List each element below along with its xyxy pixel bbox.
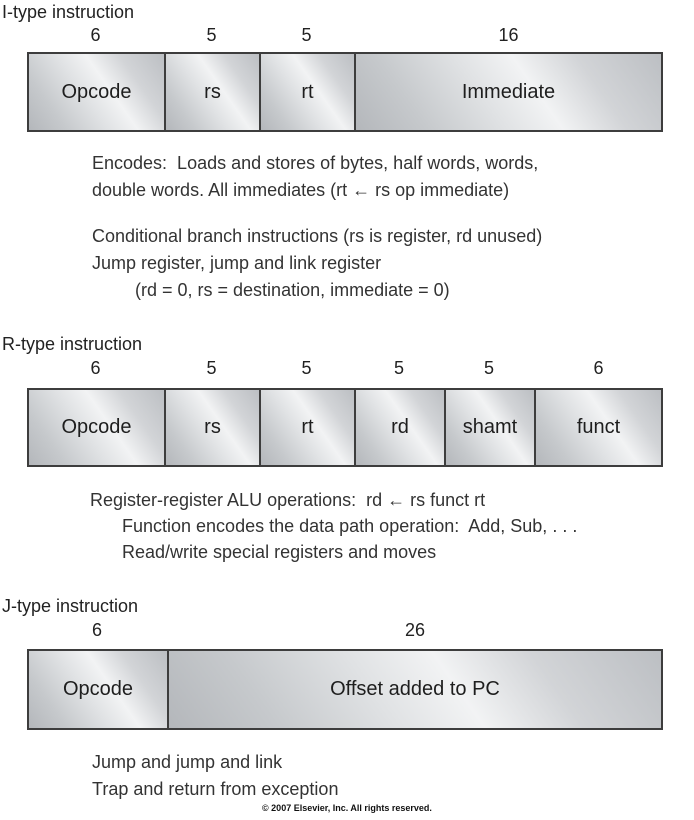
field-box-funct [536, 390, 661, 465]
bit-width-label: 6 [90, 24, 101, 45]
r-type-bit-width-row [27, 357, 663, 379]
j-type-format-row [27, 649, 663, 730]
field-box-rs [166, 390, 261, 465]
field-label: rt [301, 80, 314, 103]
note-line: double words. All immediates (rt ← rs op immediate) [92, 180, 510, 200]
bit-width-label: 5 [206, 357, 217, 378]
bit-width-label: 5 [483, 357, 494, 378]
field-box-opcode [29, 54, 166, 130]
field-label: rd [391, 416, 409, 438]
note-line: Encodes: Loads and stores of bytes, half words, words, [92, 153, 539, 173]
bit-width-label: 5 [206, 24, 217, 45]
note-line: Read/write special registers and moves [122, 542, 437, 562]
bit-width-label: 5 [301, 24, 312, 45]
r-type-format-row [27, 388, 663, 467]
field-label: Opcode [61, 416, 132, 438]
note-line: Jump register, jump and link register [92, 253, 382, 273]
i-type-format-row [27, 52, 663, 132]
field-label: rt [301, 416, 314, 438]
bit-width-label: 6 [593, 357, 604, 378]
field-box-opcode [29, 651, 169, 728]
field-label: rs [204, 416, 221, 438]
field-label: Opcode [62, 678, 134, 700]
j-type-section-title: J-type instruction [2, 596, 139, 616]
note-line: Conditional branch instructions (rs is register, rd unused) [92, 226, 543, 246]
bit-width-label: 16 [498, 24, 519, 45]
i-type-section-title: I-type instruction [2, 2, 135, 22]
r-type-section-title: R-type instruction [2, 334, 143, 354]
field-box-rd [356, 390, 446, 465]
field-box-shamt [446, 390, 536, 465]
i-type-notes-encodes [92, 150, 538, 204]
note-line: Jump and jump and link [92, 752, 283, 772]
note-line: Trap and return from exception [92, 779, 339, 799]
bit-width-label: 26 [404, 619, 426, 640]
copyright-line: © 2007 Elsevier, Inc. All rights reserved. [262, 803, 432, 813]
field-label: rs [204, 80, 221, 103]
bit-width-label: 6 [91, 619, 102, 640]
j-type-bit-width-row [27, 619, 663, 641]
i-type-bit-width-row [27, 24, 663, 46]
field-box-rt [261, 390, 356, 465]
field-box-opcode [29, 390, 166, 465]
note-line: Function encodes the data path operation: Add, Sub, . . . [122, 516, 578, 536]
note-line: Register-register ALU operations: rd ← rs funct rt [90, 490, 486, 510]
field-label: shamt [462, 416, 518, 438]
bit-width-label: 5 [301, 357, 312, 378]
field-label: Opcode [61, 80, 132, 103]
j-type-notes [92, 749, 338, 803]
field-label: funct [576, 416, 621, 438]
bit-width-label: 5 [393, 357, 404, 378]
field-box-immediate [356, 54, 661, 130]
bit-width-label: 6 [90, 357, 101, 378]
note-line: (rd = 0, rs = destination, immediate = 0) [135, 280, 450, 300]
r-type-notes [90, 487, 577, 565]
field-box-rt [261, 54, 356, 130]
field-box-rs [166, 54, 261, 130]
field-box-offset [169, 651, 661, 728]
i-type-notes-branch [92, 223, 542, 304]
field-label: Immediate [461, 80, 556, 103]
field-label: Offset added to PC [330, 678, 500, 700]
